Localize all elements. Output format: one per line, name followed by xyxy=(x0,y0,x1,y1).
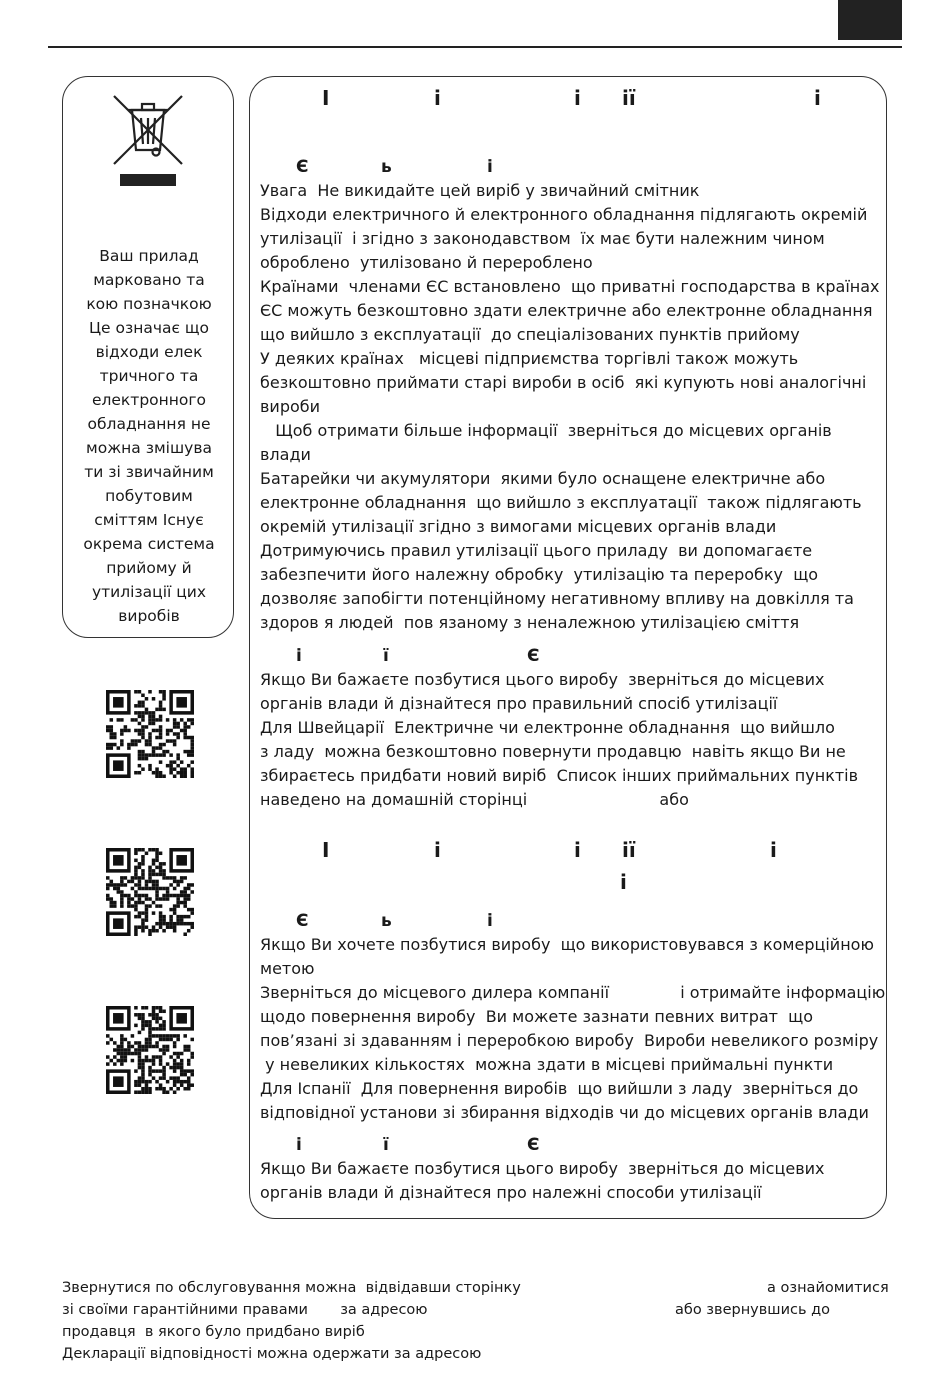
qr-code-3[interactable] xyxy=(106,1006,194,1094)
body-text-line: здоров я людей пов язаному з неналежною утилізацією сміття xyxy=(260,613,800,632)
body-text-line: дозволяє запобігти потенційному негативному впливу на довкілля та xyxy=(260,589,854,608)
section2-subheading2-fragment: Є xyxy=(527,1135,540,1155)
footer-line: Звернутися по обслуговування можна відвідавши сторінку xyxy=(62,1280,521,1296)
body-text-line: Для Іспанії Для повернення виробів що вийшли з ладу зверніться до xyxy=(260,1079,859,1098)
header-rule xyxy=(48,46,902,48)
body-text-line: органів влади й дізнайтеся про правильний спосіб утилізації xyxy=(260,694,778,713)
body-text-line: Увага Не викидайте цей виріб у звичайний смітник xyxy=(260,181,700,200)
body-text-line: ЄС можуть безкоштовно здати електричне або електронне обладнання xyxy=(260,301,873,320)
body-text-line: пов’язані зі здаванням і переробкою виробу Вироби невеликого розміру xyxy=(260,1031,879,1050)
language-tab xyxy=(838,0,902,40)
body-text-line: Для Швейцарії Електричне чи електронне обладнання що вийшло xyxy=(260,718,835,737)
body-text-line: У деяких країнах місцеві підприємства торгівлі також можуть xyxy=(260,349,799,368)
body-text-line: безкоштовно приймати старі вироби в осіб які купують нові аналогічні xyxy=(260,373,867,392)
section1-heading-fragment: ії xyxy=(622,86,636,110)
section2-heading-fragment: і xyxy=(434,838,441,862)
section2-heading-fragment: і xyxy=(770,838,777,862)
body-text-line: Батарейки чи акумулятори якими було оснащене електричне або xyxy=(260,469,826,488)
body-text-line: Щоб отримати більше інформації зверніться до місцевих органів xyxy=(260,421,832,440)
section2-subheading-fragment: Є xyxy=(296,911,309,931)
body-text-line: наведено на домашній сторінці або xyxy=(260,790,689,809)
section1-heading-fragment: і xyxy=(574,86,581,110)
section2-subheading-fragment: і xyxy=(487,911,493,931)
body-text-line: органів влади й дізнайтеся про належні способи утилізації xyxy=(260,1183,762,1202)
section1-subheading-fragment: ь xyxy=(381,157,392,177)
body-text-line: утилізації і згідно з законодавством їх має бути належним чином xyxy=(260,229,825,248)
body-text-line: Зверніться до місцевого дилера компанії і отримайте інформацію xyxy=(260,983,886,1002)
body-text-line: що вийшло з експлуатації до спеціалізованих пунктів прийому xyxy=(260,325,800,344)
section2-heading-fragment: ії xyxy=(622,838,636,862)
body-text-line: оброблено утилізовано й перероблено xyxy=(260,253,593,272)
section1-subheading2-fragment: ї xyxy=(383,646,389,666)
body-text-line: метою xyxy=(260,959,315,978)
section1-subheading2-fragment: Є xyxy=(527,646,540,666)
body-text-line: забезпечити його належну обробку утилізацію та переробку що xyxy=(260,565,819,584)
body-text-line: збираєтесь придбати новий виріб Список інших приймальних пунктів xyxy=(260,766,859,785)
crossed-out-wheeled-bin-icon xyxy=(110,92,186,188)
section1-subheading2-fragment: і xyxy=(296,646,302,666)
section1-heading-fragment: і xyxy=(814,86,821,110)
footer-line: продавця в якого було придбано виріб xyxy=(62,1324,365,1340)
section2-heading-fragment: і xyxy=(574,838,581,862)
body-text-line: у невеликих кількостях можна здати в місцеві приймальні пункти xyxy=(260,1055,834,1074)
section2-heading-fragment: і xyxy=(620,870,627,894)
body-text-line: Якщо Ви бажаєте позбутися цього виробу зверніться до місцевих xyxy=(260,1159,825,1178)
body-text-line: відповідної установи зі збирання відходів чи до місцевих органів влади xyxy=(260,1103,869,1122)
section2-subheading-fragment: ь xyxy=(381,911,392,931)
body-text-line: Відходи електричного й електронного обладнання підлягають окремій xyxy=(260,205,868,224)
body-text-line: щодо повернення виробу Ви можете зазнати певних витрат що xyxy=(260,1007,814,1026)
footer-line: зі своїми гарантійними правами за адресою xyxy=(62,1302,428,1318)
symbol-explanation: Ваш прилад марковано та кою позначкою Це означає що відходи елек тричного та електронного обладнання не можна змішува ти зі звичайним побутовим сміттям Існує окрема система прийому й утилізації цих виробів xyxy=(83,247,215,625)
body-text-line: вироби xyxy=(260,397,321,416)
body-text-line: Якщо Ви хочете позбутися виробу що використовувався з комерційною xyxy=(260,935,874,954)
section1-heading-fragment: І xyxy=(322,86,330,110)
footer-line: Декларації відповідності можна одержати за адресою xyxy=(62,1346,482,1362)
qr-code-2[interactable] xyxy=(106,848,194,936)
body-text-line: з ладу можна безкоштовно повернути продавцю навіть якщо Ви не xyxy=(260,742,846,761)
body-text-line: Дотримуючись правил утилізації цього приладу ви допомагаєте xyxy=(260,541,813,560)
section2-subheading2-fragment: ї xyxy=(383,1135,389,1155)
section2-heading-fragment: І xyxy=(322,838,330,862)
section1-heading-fragment: і xyxy=(434,86,441,110)
body-text-line: Якщо Ви бажаєте позбутися цього виробу зверніться до місцевих xyxy=(260,670,825,689)
body-text-line: електронне обладнання що вийшло з експлуатації також підлягають xyxy=(260,493,862,512)
body-text-line: влади xyxy=(260,445,311,464)
section2-subheading2-fragment: і xyxy=(296,1135,302,1155)
section1-subheading-fragment: і xyxy=(487,157,493,177)
body-text-line: окремій утилізації згідно з вимогами місцевих органів влади xyxy=(260,517,777,536)
qr-code-1[interactable] xyxy=(106,690,194,778)
footer-line: або звернувшись до xyxy=(675,1302,831,1318)
body-text-line: Країнами членами ЄС встановлено що приватні господарства в країнах xyxy=(260,277,880,296)
footer-line: а ознайомитися xyxy=(767,1280,889,1296)
section1-subheading-fragment: Є xyxy=(296,157,309,177)
